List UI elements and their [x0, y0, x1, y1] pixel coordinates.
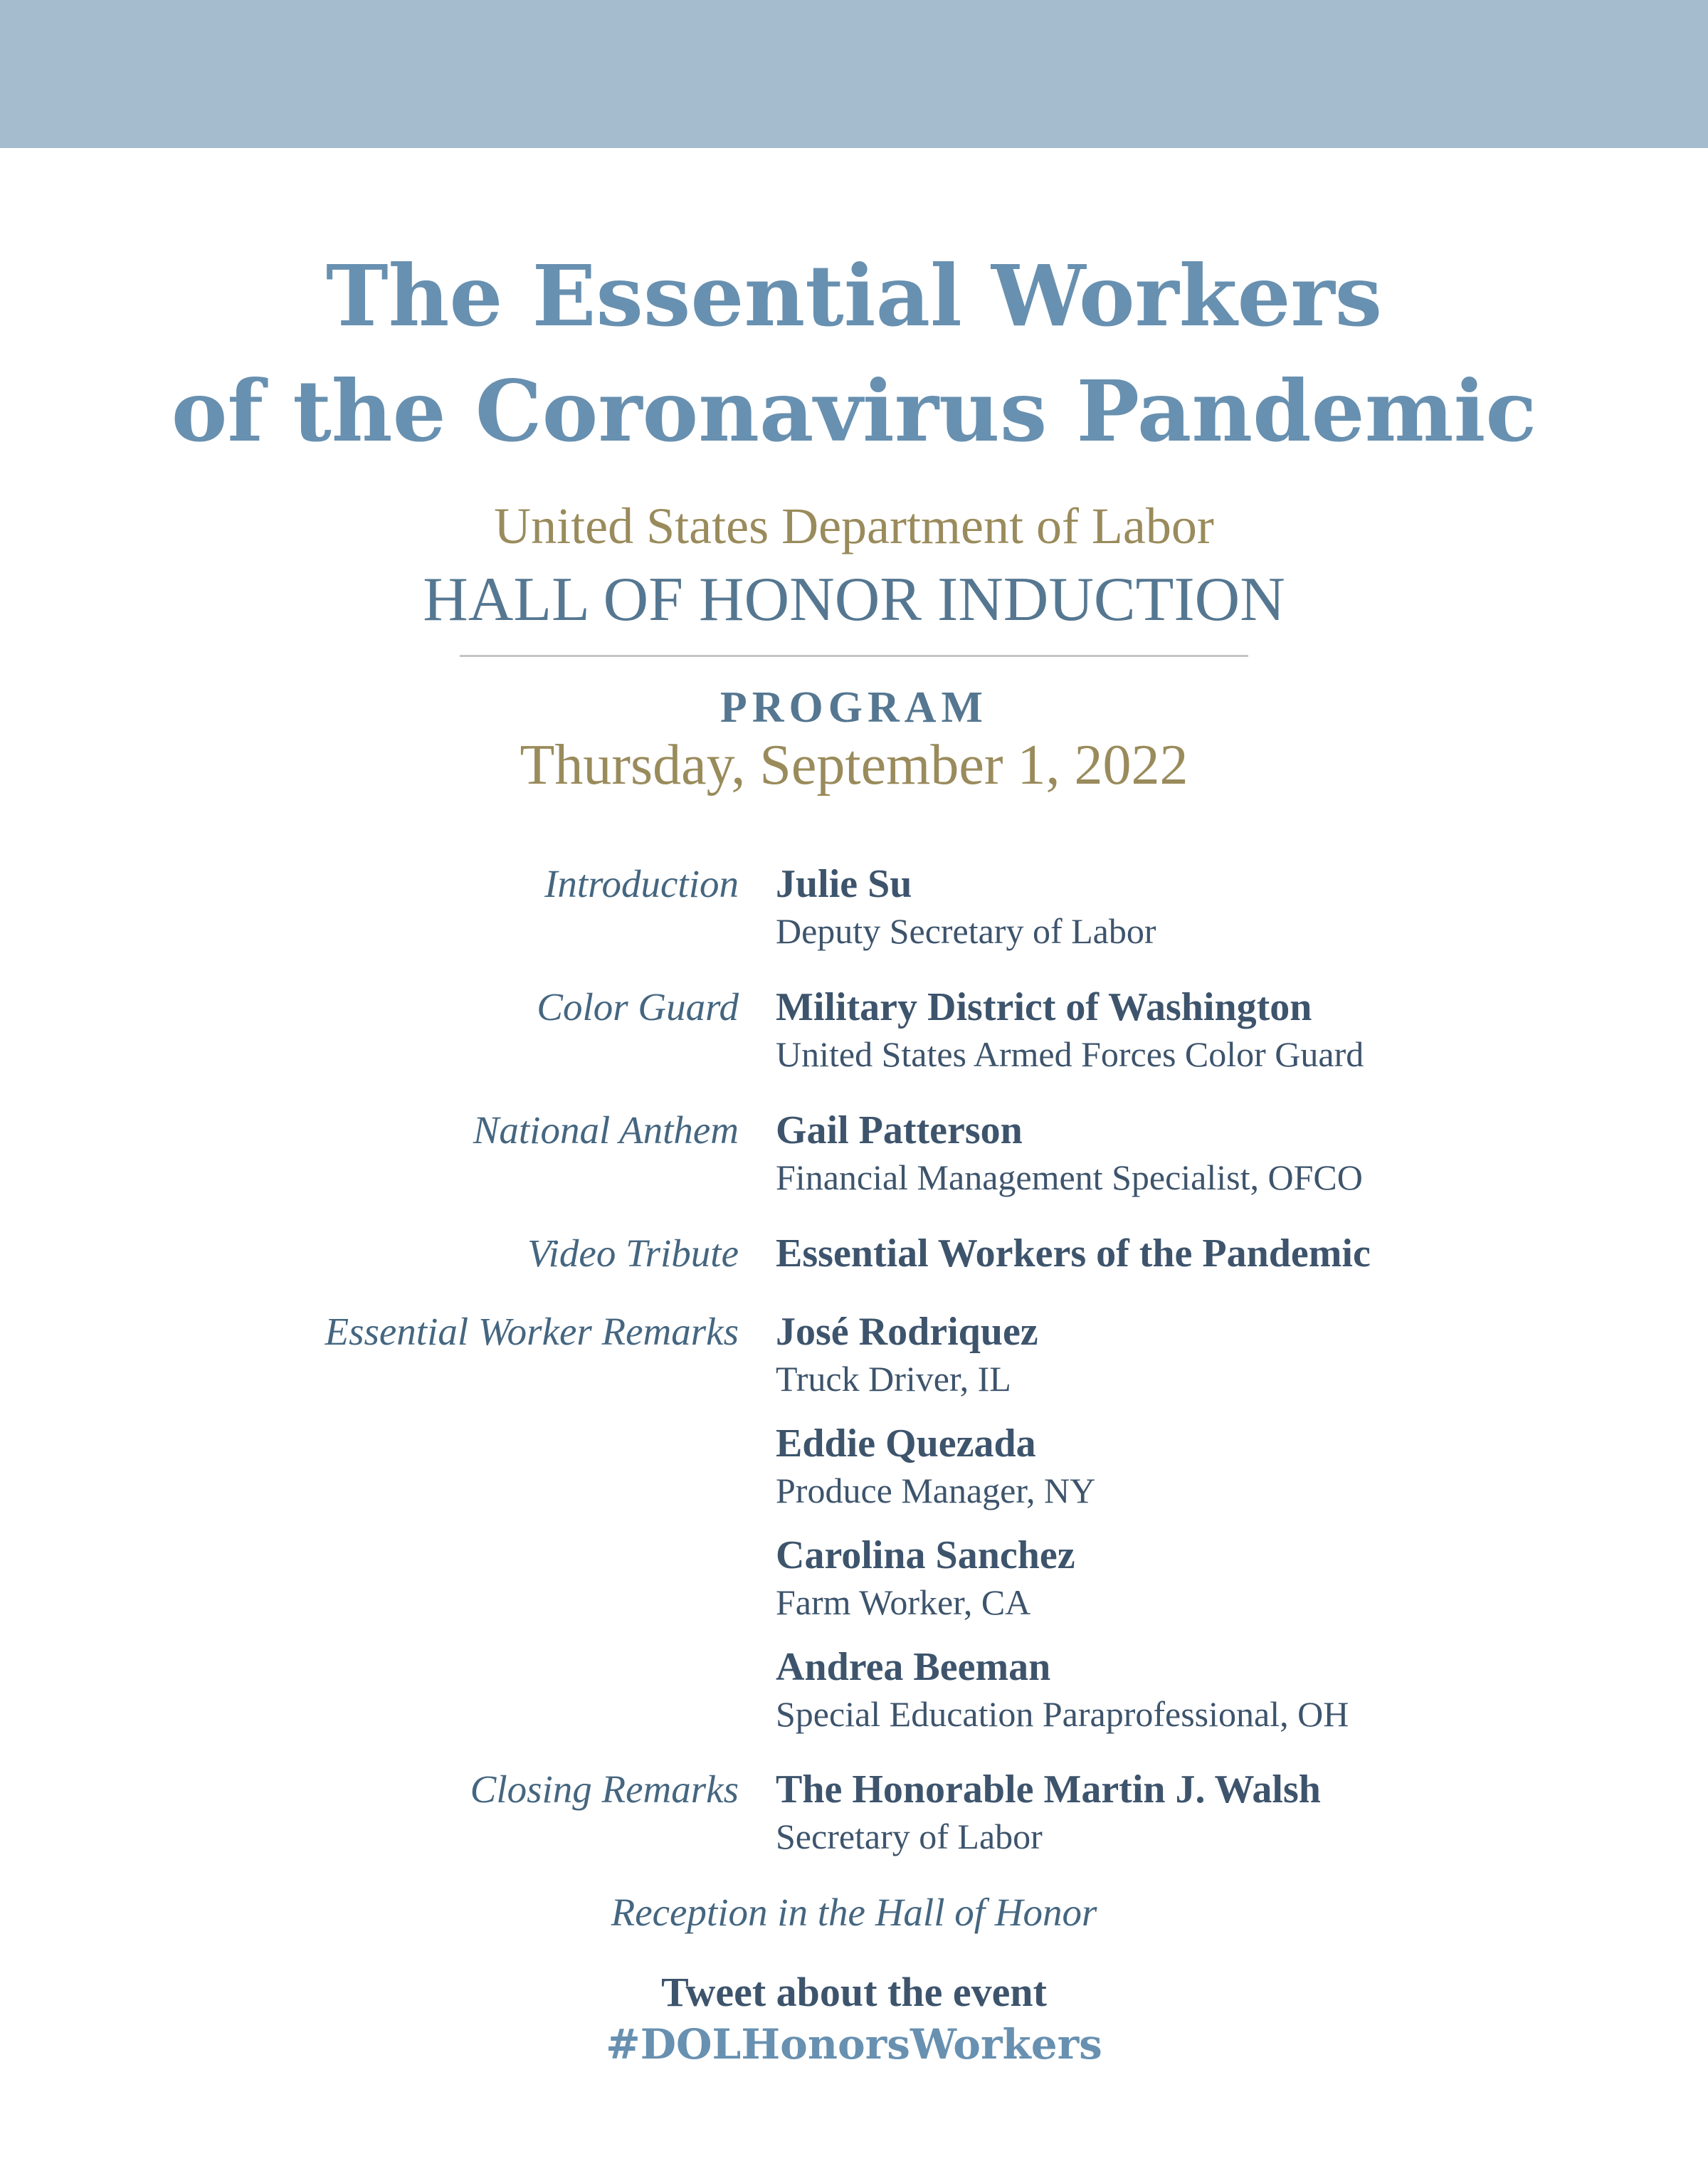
role-national-anthem: National Anthem	[473, 1108, 739, 1152]
entry-name: José Rodriquez	[776, 1310, 1038, 1354]
entry-name: Military District of Washington	[776, 985, 1312, 1029]
page-title	[0, 238, 1708, 469]
program-entry-jose-rodriquez	[776, 1307, 1630, 1401]
entry-description: United States Armed Forces Color Guard	[776, 1034, 1364, 1074]
entry-name: Andrea Beeman	[776, 1645, 1051, 1689]
role-essential-worker-remarks: Essential Worker Remarks	[325, 1310, 739, 1353]
entry-description: Farm Worker, CA	[776, 1582, 1031, 1622]
entry-name: Julie Su	[776, 862, 912, 906]
program-entry-color-guard	[776, 982, 1630, 1076]
entry-name: Essential Workers of the Pandemic	[776, 1231, 1371, 1276]
title-line-1: The Essential Workers	[325, 246, 1383, 345]
entry-name: Carolina Sanchez	[776, 1533, 1075, 1577]
entry-description: Financial Management Specialist, OFCO	[776, 1157, 1363, 1197]
entry-name: The Honorable Martin J. Walsh	[776, 1767, 1321, 1812]
program-entry-national-anthem	[776, 1105, 1630, 1199]
program-entry-video-tribute	[776, 1229, 1630, 1278]
role-video-tribute: Video Tribute	[527, 1231, 739, 1275]
program-entry-introduction	[776, 859, 1630, 953]
induction-heading: HALL OF HONOR INDUCTION	[423, 565, 1285, 634]
reception-note: Reception in the Hall of Honor	[611, 1891, 1097, 1934]
entry-description: Truck Driver, IL	[776, 1359, 1011, 1399]
program-entry-eddie-quezada	[776, 1419, 1630, 1513]
entry-name: Eddie Quezada	[776, 1421, 1036, 1466]
department-subtitle: United States Department of Labor	[494, 498, 1214, 554]
entry-name: Gail Patterson	[776, 1108, 1023, 1152]
divider	[460, 655, 1248, 657]
title-line-2: of the Coronavirus Pandemic	[171, 362, 1537, 461]
role-color-guard: Color Guard	[537, 985, 739, 1029]
role-closing-remarks: Closing Remarks	[470, 1767, 739, 1811]
header-band	[0, 0, 1708, 148]
program-label: PROGRAM	[719, 683, 989, 732]
role-introduction: Introduction	[544, 862, 739, 905]
entry-description: Produce Manager, NY	[776, 1471, 1096, 1510]
entry-description: Secretary of Labor	[776, 1817, 1043, 1856]
entry-description: Special Education Paraprofessional, OH	[776, 1694, 1349, 1734]
tweet-prompt: Tweet about the event	[661, 1969, 1047, 2015]
program-entry-carolina-sanchez	[776, 1530, 1630, 1624]
program-date: Thursday, September 1, 2022	[520, 734, 1188, 797]
event-hashtag: #DOLHonorsWorkers	[606, 2020, 1102, 2069]
program-entry-andrea-beeman	[776, 1642, 1630, 1736]
entry-description: Deputy Secretary of Labor	[776, 911, 1156, 951]
program-entry-closing-remarks	[776, 1765, 1630, 1859]
